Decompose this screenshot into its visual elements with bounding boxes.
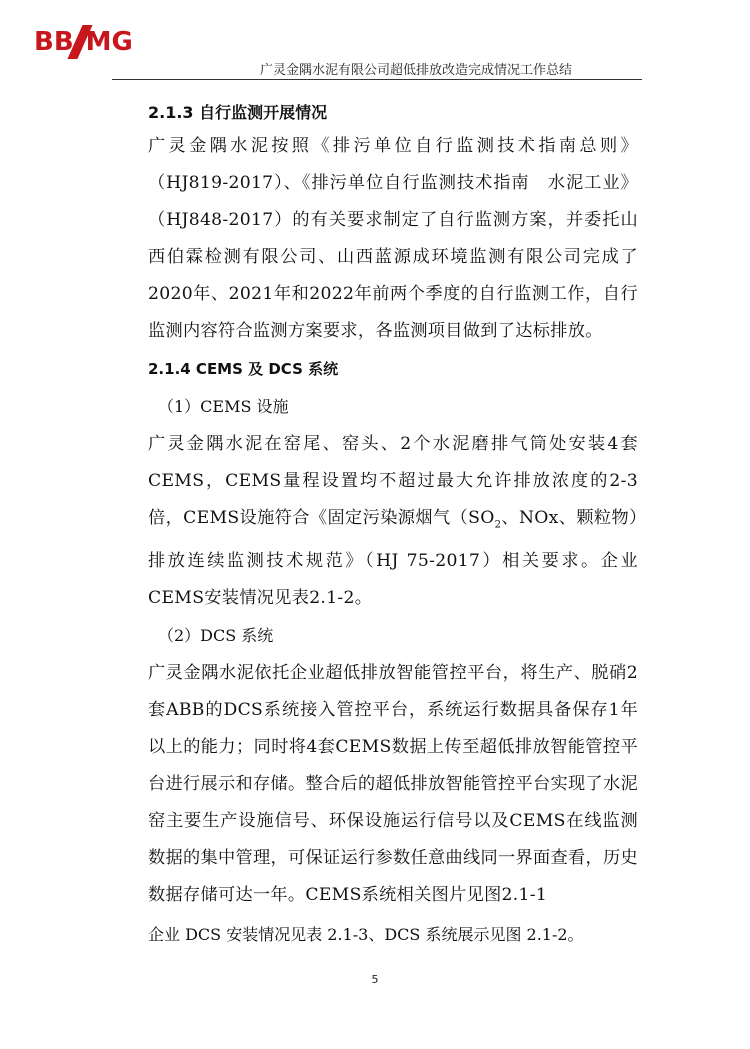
section-2-1-3-paragraph: 广灵金隅水泥按照《排污单位自行监测技术指南总则》（HJ819-2017）、《排污单位自行监测技术指南 水泥工业》（HJ848-2017）的有关要求制定了自行监测方案，并委托山西伯霖检测有限公司、山西蓝源成环境监测有限公司完成了2020年、2021年和2022年前两个季度的自行监测工作，自行监测内容符合监测方案要求，各监测项目做到了达标排放。 [148,136,638,341]
header-divider [112,79,642,80]
section-2-1-4-heading: 2.1.4 CEMS 及 DCS 系统 [148,360,339,378]
logo-text-mg: MG [85,27,133,57]
page-content [148,98,638,954]
page-header [0,0,750,84]
closing-paragraph: 企业 DCS 安装情况见表 2.1-3、DCS 系统展示见图 2.1-2。 [148,925,584,945]
dcs-paragraph: 广灵金隅水泥依托企业超低排放智能管控平台，将生产、脱硝2套ABB的DCS系统接入管控平台，系统运行数据具备保存1年以上的能力；同时将4套CEMS数据上传至超低排放智能管控平台进行展示和存储。整合后的超低排放智能管控平台实现了水泥窑主要生产设施信号、环保设施运行信号以及CEMS在线监测数据的集中管理，可保证运行参数任意曲线同一界面查看，历史数据存储可达一年。CEMS系统相关图片见图2.1-1 [148,663,638,906]
bbmg-logo [34,26,133,58]
section-2-1-3-heading: 2.1.3 自行监测开展情况 [148,103,328,122]
page-number: 5 [371,973,379,986]
header-title: 广灵金隅水泥有限公司超低排放改造完成情况工作总结 [259,63,572,78]
cems-paragraph-part2: 、NOx、颗粒物）排放连续监测技术规范》（HJ 75-2017）相关要求。企业CEMS安装情况见表2.1-2。 [148,508,638,609]
so2-subscript: 2 [494,519,502,531]
logo-text-bb: BB [34,27,74,57]
cems-paragraph [148,426,638,617]
cems-subheading: （1）CEMS 设施 [158,397,289,416]
dcs-subheading: （2）DCS 系统 [158,626,274,646]
cems-paragraph-part1: 广灵金隅水泥在窑尾、窑头、2个水泥磨排气筒处安装4套CEMS，CEMS量程设置均不超过最大允许排放浓度的2-3倍，CEMS设施符合《固定污染源烟气（SO [148,434,638,528]
